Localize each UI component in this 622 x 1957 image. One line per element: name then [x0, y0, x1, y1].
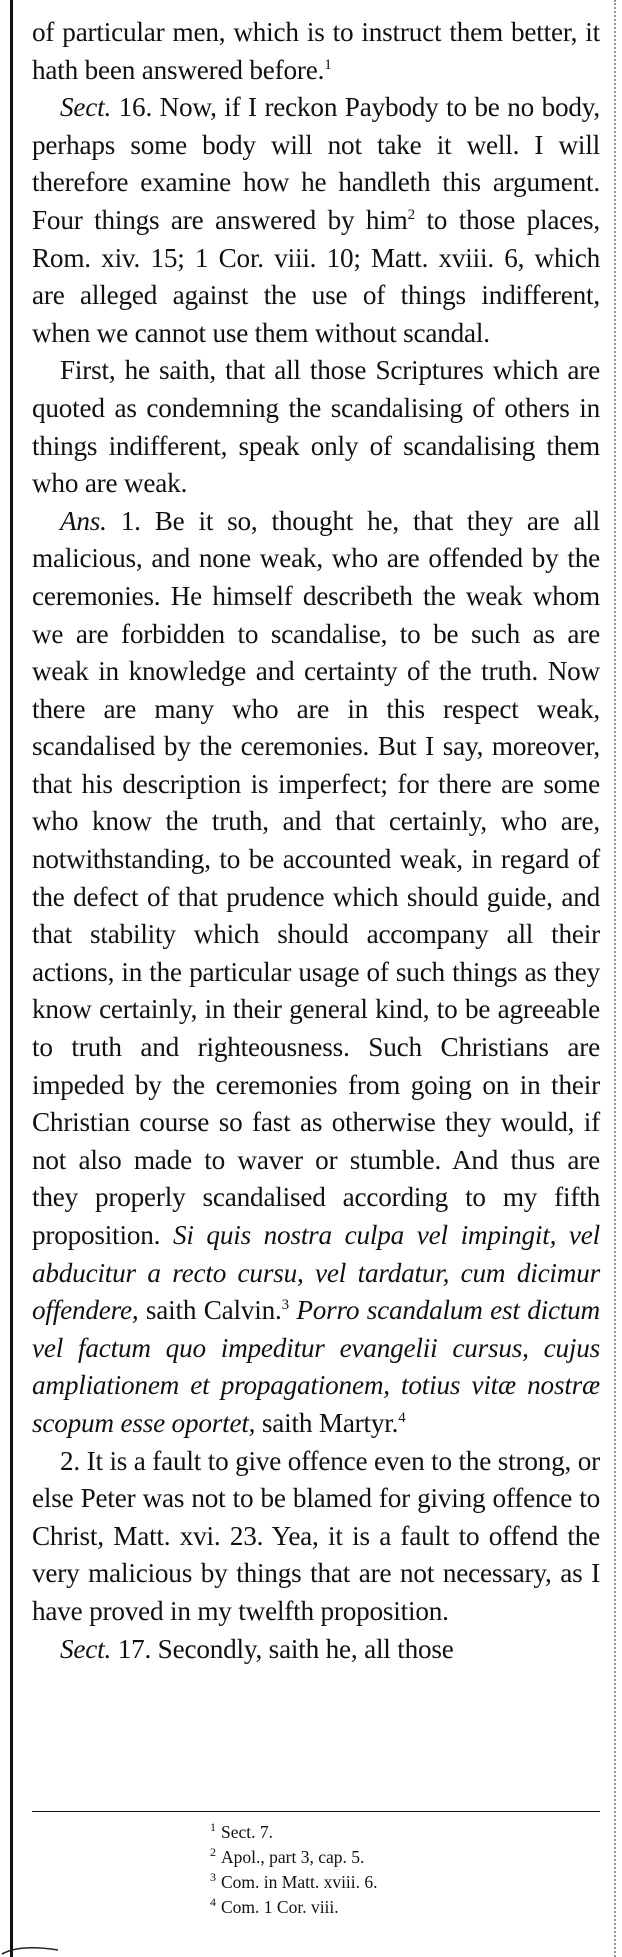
paragraph-text: 2. It is a fault to give offence even to the strong, or else Peter was not to be blamed for giving offence to Christ, Matt. xvi. 23. Yea, it is a fault to offend the very malicious by things that are not necessary, as I have proved in my twelfth proposition. [32, 1445, 600, 1626]
paragraph-text: 1. Be it so, thought he, that they are all malicious, and none weak, who are offended by the ceremonies. He himself describeth the weak whom we are forbidden to scandalise, to be such as are weak in knowledge and certainty of the truth. Now there are many who are in this respect weak, scandalised by the ceremonies. But I say, moreover, that his description is imperfect; for there are some who know the truth, and that certainly, who are, notwithstanding, to be accounted weak, in regard of the defect of that prudence which should guide, and that stability which should accompany all their actions, in the particular usage of such things as they know certainly, in their general kind, to be agreeable to truth and righteousness. Such Christians are impeded by the ceremonies from going on in their Christian course so fast as otherwise they would, if not also made to waver or stumble. And thus are they properly scandalised according to my fifth proposition. [32, 505, 600, 1250]
footnote-divider [32, 1811, 600, 1812]
footnote-mark: 3 [210, 1870, 216, 1885]
footnote-ref: 1 [324, 56, 332, 73]
section-label: Sect. [60, 92, 112, 123]
footnote-ref: 4 [398, 1409, 406, 1426]
paragraph-text: 16. Now, if I reckon Paybody to be no body, perhaps some body will not take it well. I will therefore examine how he handleth this argument. Four things are answered by him [32, 92, 600, 235]
footnote-item [210, 1895, 378, 1920]
paragraph-first [32, 352, 600, 502]
footnote-ref: 3 [281, 1297, 289, 1314]
footnote-text: Apol., part 3, cap. 5. [221, 1847, 365, 1867]
footnotes [210, 1820, 378, 1920]
footnote-mark: 1 [210, 1820, 216, 1835]
paragraph-point-2 [32, 1443, 600, 1631]
left-margin-rule [10, 0, 13, 1957]
right-margin-rule [613, 0, 616, 1957]
footnote-item [210, 1820, 378, 1845]
latin-quote-calvin: Si quis nostra culpa vel impingit, vel abducitur a recto cursu, vel tardatur, cum dicimur offendere, [32, 1220, 600, 1326]
footnote-text: Com. in Matt. xviii. 6. [221, 1872, 378, 1892]
paragraph-text: First, he saith, that all those Scriptures which are quoted as condemning the scandalising of others in things indifferent, speak only of scandalising them who are weak. [32, 355, 600, 499]
paragraph-text: to those places, Rom. xiv. 15; 1 Cor. viii. 10; Matt. xviii. 6, which are alleged against the use of things indifferent, when we cannot use them without scandal. [32, 204, 600, 348]
answer-label: Ans. [60, 505, 107, 536]
latin-quote-martyr: Porro scandalum est dictum vel factum quo impeditur evangelii cursus, cujus ampliationem et propagationem, totius vitæ nostræ scopum esse oportet, [32, 1295, 600, 1438]
page-corner-mark [0, 1942, 60, 1956]
paragraph-sect-17 [32, 1631, 600, 1669]
paragraph-text: of particular men, which is to instruct them better, it hath been answered before. [32, 17, 600, 85]
body-text [32, 14, 600, 1668]
footnote-item [210, 1845, 378, 1870]
paragraph-answer [32, 503, 600, 1443]
section-label: Sect. [60, 1633, 112, 1664]
paragraph-text: saith Calvin. [138, 1295, 282, 1326]
footnote-mark: 4 [210, 1895, 216, 1910]
paragraph-text: 17. Secondly, saith he, all those [111, 1633, 454, 1664]
footnote-text: Sect. 7. [221, 1822, 274, 1842]
footnote-mark: 2 [210, 1845, 216, 1860]
footnote-item [210, 1870, 378, 1895]
paragraph-sect-16 [32, 89, 600, 352]
paragraph-text: saith Martyr. [255, 1407, 399, 1438]
footnote-text: Com. 1 Cor. viii. [221, 1897, 339, 1917]
paragraph-continuation [32, 14, 600, 89]
footnote-ref: 2 [407, 206, 415, 223]
